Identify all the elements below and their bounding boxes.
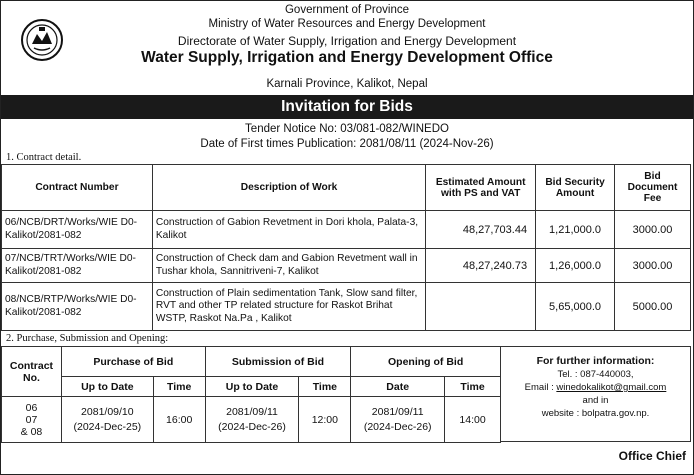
bid-document-fee: 5000.00 bbox=[615, 283, 691, 331]
submission-date-bs: 2081/09/11 bbox=[226, 405, 278, 418]
bid-security-amount: 5,65,000.0 bbox=[536, 283, 615, 331]
schedule-header-row bbox=[2, 347, 501, 377]
header-purchase-date: Up to Date bbox=[61, 377, 153, 397]
purchase-date-bs: 2081/09/10 bbox=[81, 405, 134, 418]
tender-notice-number: Tender Notice No: 03/081-082/WINEDO bbox=[245, 123, 449, 135]
contract-no-08: & 08 bbox=[20, 425, 43, 438]
section-purchase-title: 2. Purchase, Submission and Opening: bbox=[6, 333, 169, 344]
purchase-date-ad: (2024-Dec-25) bbox=[73, 420, 142, 433]
header-description: Description of Work bbox=[152, 165, 425, 211]
bid-security-amount: 1,26,000.0 bbox=[536, 249, 615, 283]
schedule-subheader-row bbox=[2, 377, 501, 397]
header-purchase-of-bid: Purchase of Bid bbox=[61, 347, 205, 377]
publication-date: Date of First times Publication: 2081/08/11 (2024-Nov-26) bbox=[200, 138, 494, 150]
further-info-box bbox=[500, 346, 691, 442]
work-description: Construction of Plain sedimentation Tank, Slow sand filter, RVT and other TP related structure for Raskot Brihat WSTP, Raskot Na.Pa , Kalikot bbox=[152, 283, 425, 331]
header-bid-security: Bid Security Amount bbox=[536, 165, 615, 211]
info-and-in: and in bbox=[582, 395, 609, 406]
purchase-date bbox=[61, 397, 153, 443]
office-name: Water Supply, Irrigation and Energy Development Office bbox=[141, 49, 553, 66]
work-description: Construction of Gabion Revetment in Dori khola, Palata-3, Kalikot bbox=[152, 211, 425, 249]
schedule-row bbox=[2, 397, 501, 443]
bid-document-fee: 3000.00 bbox=[615, 249, 691, 283]
contract-detail-table bbox=[1, 164, 691, 331]
estimated-amount: 48,27,703.44 bbox=[426, 211, 536, 249]
directorate-line: Directorate of Water Supply, Irrigation and Energy Development bbox=[177, 34, 517, 48]
purchase-time: 16:00 bbox=[153, 397, 205, 443]
header-estimated-amount: Estimated Amount with PS and VAT bbox=[426, 165, 536, 211]
bid-document-fee: 3000.00 bbox=[615, 211, 691, 249]
contract-no-06: 06 bbox=[25, 401, 38, 414]
header-submission-of-bid: Submission of Bid bbox=[205, 347, 351, 377]
table-row bbox=[2, 283, 691, 331]
contract-number: 08/NCB/RTP/Works/WIE D0-Kalikot/2081-082 bbox=[2, 283, 153, 331]
opening-date-bs: 2081/09/11 bbox=[371, 405, 424, 418]
estimated-amount: 48,27,240.73 bbox=[426, 249, 536, 283]
office-chief-signature: Office Chief bbox=[618, 449, 686, 463]
submission-date bbox=[205, 397, 299, 443]
info-website[interactable]: website : bolpatra.gov.np. bbox=[541, 408, 650, 419]
invitation-banner: Invitation for Bids bbox=[1, 95, 693, 119]
opening-date-ad: (2024-Dec-26) bbox=[363, 420, 432, 433]
schedule-table bbox=[1, 346, 501, 443]
contract-numbers bbox=[2, 397, 62, 443]
submission-time: 12:00 bbox=[299, 397, 351, 443]
info-email-line bbox=[501, 381, 690, 394]
header-document-fee: Bid Document Fee bbox=[615, 165, 691, 211]
table-row bbox=[2, 211, 691, 249]
header-opening-of-bid: Opening of Bid bbox=[351, 347, 501, 377]
bid-security-amount: 1,21,000.0 bbox=[536, 211, 615, 249]
section-contract-detail-title: 1. Contract detail. bbox=[6, 152, 82, 163]
work-description: Construction of Check dam and Gabion Revetment wall in Tushar khola, Sannitriveni-7, Kalikot bbox=[152, 249, 425, 283]
estimated-amount bbox=[426, 283, 536, 331]
opening-time: 14:00 bbox=[445, 397, 501, 443]
header-submission-date: Up to Date bbox=[205, 377, 299, 397]
table-row bbox=[2, 249, 691, 283]
header-opening-date: Date bbox=[351, 377, 445, 397]
header-submission-time: Time bbox=[299, 377, 351, 397]
ministry-line: Ministry of Water Resources and Energy Development bbox=[208, 18, 486, 30]
header-opening-time: Time bbox=[445, 377, 501, 397]
info-title: For further information: bbox=[536, 355, 655, 367]
contract-table-header-row bbox=[2, 165, 691, 211]
contract-no-07: 07 bbox=[25, 413, 38, 426]
government-line: Government of Province bbox=[284, 4, 409, 16]
submission-date-ad: (2024-Dec-26) bbox=[218, 420, 286, 433]
opening-date bbox=[351, 397, 445, 443]
info-email-link[interactable]: winedokalikot@gmail.com bbox=[556, 382, 667, 393]
header-contract-no: Contract No. bbox=[2, 347, 62, 397]
contract-number: 06/NCB/DRT/Works/WIE D0-Kalikot/2081-082 bbox=[2, 211, 153, 249]
contract-number: 07/NCB/TRT/Works/WIE D0-Kalikot/2081-082 bbox=[2, 249, 153, 283]
office-location: Karnali Province, Kalikot, Nepal bbox=[266, 78, 428, 90]
info-email-label: Email : bbox=[524, 382, 557, 393]
header-purchase-time: Time bbox=[153, 377, 205, 397]
info-telephone: Tel. : 087-440003, bbox=[557, 369, 634, 380]
header-contract-number: Contract Number bbox=[2, 165, 153, 211]
